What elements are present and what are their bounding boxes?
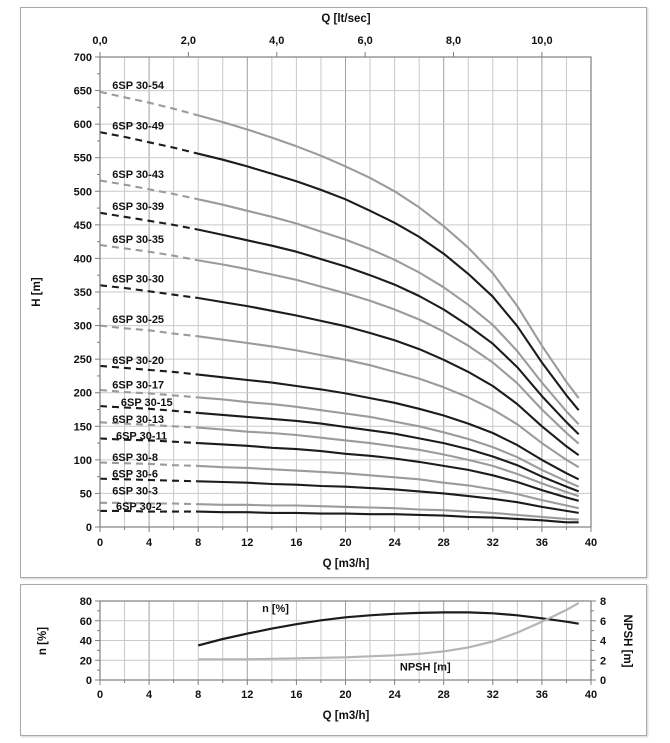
y-tick-label: 650 (73, 85, 92, 98)
curve-label-6SP 30-49: 6SP 30-49 (112, 120, 165, 133)
efficiency-axis-title: n [%] (37, 626, 49, 656)
curve-label-6SP 30-2: 6SP 30-2 (115, 501, 162, 514)
top-tick-label: 8,0 (445, 35, 462, 47)
y-tick-label: 400 (73, 253, 92, 266)
main-curves (100, 92, 579, 522)
lower-axes (80, 596, 607, 701)
x-tick-label: 0 (96, 537, 104, 549)
curve-label-6SP 30-20: 6SP 30-20 (112, 354, 165, 367)
y-tick-label: 150 (73, 421, 92, 434)
x-tick-label: 16 (290, 537, 303, 549)
curve-label-n [%]: n [%] (262, 602, 289, 615)
curve-label-6SP 30-25: 6SP 30-25 (112, 313, 165, 326)
lower-x-tick-label: 0 (96, 689, 104, 701)
x-tick-label: 12 (241, 537, 254, 549)
curve-label-6SP 30-8: 6SP 30-8 (112, 452, 158, 465)
y-tick-label: 50 (79, 488, 92, 501)
x-axis-title: Q [m3/h] (322, 558, 370, 570)
curve-label-6SP 30-15: 6SP 30-15 (120, 397, 173, 410)
curve-label-NPSH [m]: NPSH [m] (399, 661, 451, 674)
n-tick-label: 80 (79, 596, 92, 608)
lower-x-tick-label: 16 (290, 689, 303, 701)
npsh-tick-label: 6 (600, 615, 607, 628)
lower-x-tick-label: 8 (195, 689, 202, 701)
curve-6SP 30-2 (198, 512, 579, 523)
lower-x-tick-label: 40 (584, 689, 598, 701)
n-tick-label: 60 (79, 615, 92, 628)
lower-x-axis-title: Q [m3/h] (322, 710, 370, 722)
lower-x-tick-label: 4 (146, 689, 153, 701)
y-tick-label: 500 (73, 186, 92, 199)
curve-6SP 30-8 (198, 466, 579, 508)
curve-label-6SP 30-39: 6SP 30-39 (112, 201, 165, 214)
lower-x-tick-label: 20 (339, 689, 352, 701)
n-tick-label: 0 (85, 675, 92, 687)
curve-6SP 30-15 (198, 413, 579, 492)
top-tick-label: 6,0 (357, 35, 373, 47)
efficiency-npsh-panel (20, 584, 647, 736)
curve-6SP 30-13 (198, 428, 579, 497)
curve-label-6SP 30-35: 6SP 30-35 (112, 233, 165, 246)
curve-label-6SP 30-43: 6SP 30-43 (112, 168, 165, 181)
curve-label-6SP 30-11: 6SP 30-11 (115, 430, 168, 443)
y-tick-label: 450 (73, 219, 92, 232)
x-tick-label: 36 (535, 537, 549, 549)
x-tick-label: 20 (339, 537, 352, 549)
npsh-tick-label: 2 (600, 655, 607, 668)
efficiency-npsh-svg (21, 585, 646, 735)
y-tick-label: 350 (73, 287, 92, 299)
lower-x-tick-label: 32 (486, 689, 499, 701)
curve-label-6SP 30-54: 6SP 30-54 (112, 80, 165, 93)
y-axis-title: H [m] (31, 277, 43, 307)
lower-curves (198, 603, 579, 659)
y-tick-label: 250 (73, 354, 92, 367)
lower-x-tick-label: 24 (388, 689, 401, 701)
y-tick-label: 600 (73, 119, 92, 132)
y-tick-label: 550 (73, 152, 92, 165)
x-tick-label: 4 (146, 537, 153, 549)
npsh-tick-label: 8 (600, 596, 607, 608)
curve-6SP 30-35 (198, 260, 579, 443)
curve-label-6SP 30-6: 6SP 30-6 (112, 468, 158, 481)
curve-6SP 30-17 (198, 397, 579, 486)
x-tick-label: 40 (584, 537, 598, 549)
y-tick-label: 700 (73, 52, 92, 64)
curve-label-6SP 30-3: 6SP 30-3 (112, 485, 158, 498)
n-tick-label: 20 (79, 655, 92, 668)
curve-label-6SP 30-30: 6SP 30-30 (112, 273, 165, 286)
top-tick-label: 2,0 (180, 35, 197, 47)
npsh-axis-title: NPSH [m] (621, 614, 633, 668)
curve-6SP 30-11 (198, 443, 579, 501)
x-tick-label: 32 (486, 537, 499, 549)
curve-label-6SP 30-13: 6SP 30-13 (112, 413, 165, 426)
curve-label-6SP 30-17: 6SP 30-17 (112, 379, 165, 392)
x-tick-label: 8 (195, 537, 202, 549)
npsh-tick-label: 4 (600, 635, 607, 648)
lower-grid (100, 601, 591, 680)
y-tick-label: 300 (73, 320, 92, 333)
y-tick-label: 200 (73, 387, 92, 400)
top-tick-label: 0,0 (92, 35, 108, 47)
lower-x-tick-label: 12 (241, 689, 254, 701)
top-tick-label: 4,0 (269, 35, 285, 47)
main-chart-svg (21, 8, 646, 577)
lower-x-tick-label: 28 (437, 689, 450, 701)
y-tick-label: 0 (85, 522, 92, 534)
n-tick-label: 40 (79, 635, 92, 648)
top-tick-label: 10,0 (531, 35, 553, 47)
top-axis-title: Q [lt/sec] (321, 13, 371, 25)
npsh-tick-label: 0 (600, 675, 607, 687)
x-tick-label: 28 (437, 537, 450, 549)
lower-x-tick-label: 36 (535, 689, 549, 701)
y-tick-label: 100 (73, 454, 92, 467)
main-chart-panel (20, 7, 647, 578)
x-tick-label: 24 (388, 537, 401, 549)
